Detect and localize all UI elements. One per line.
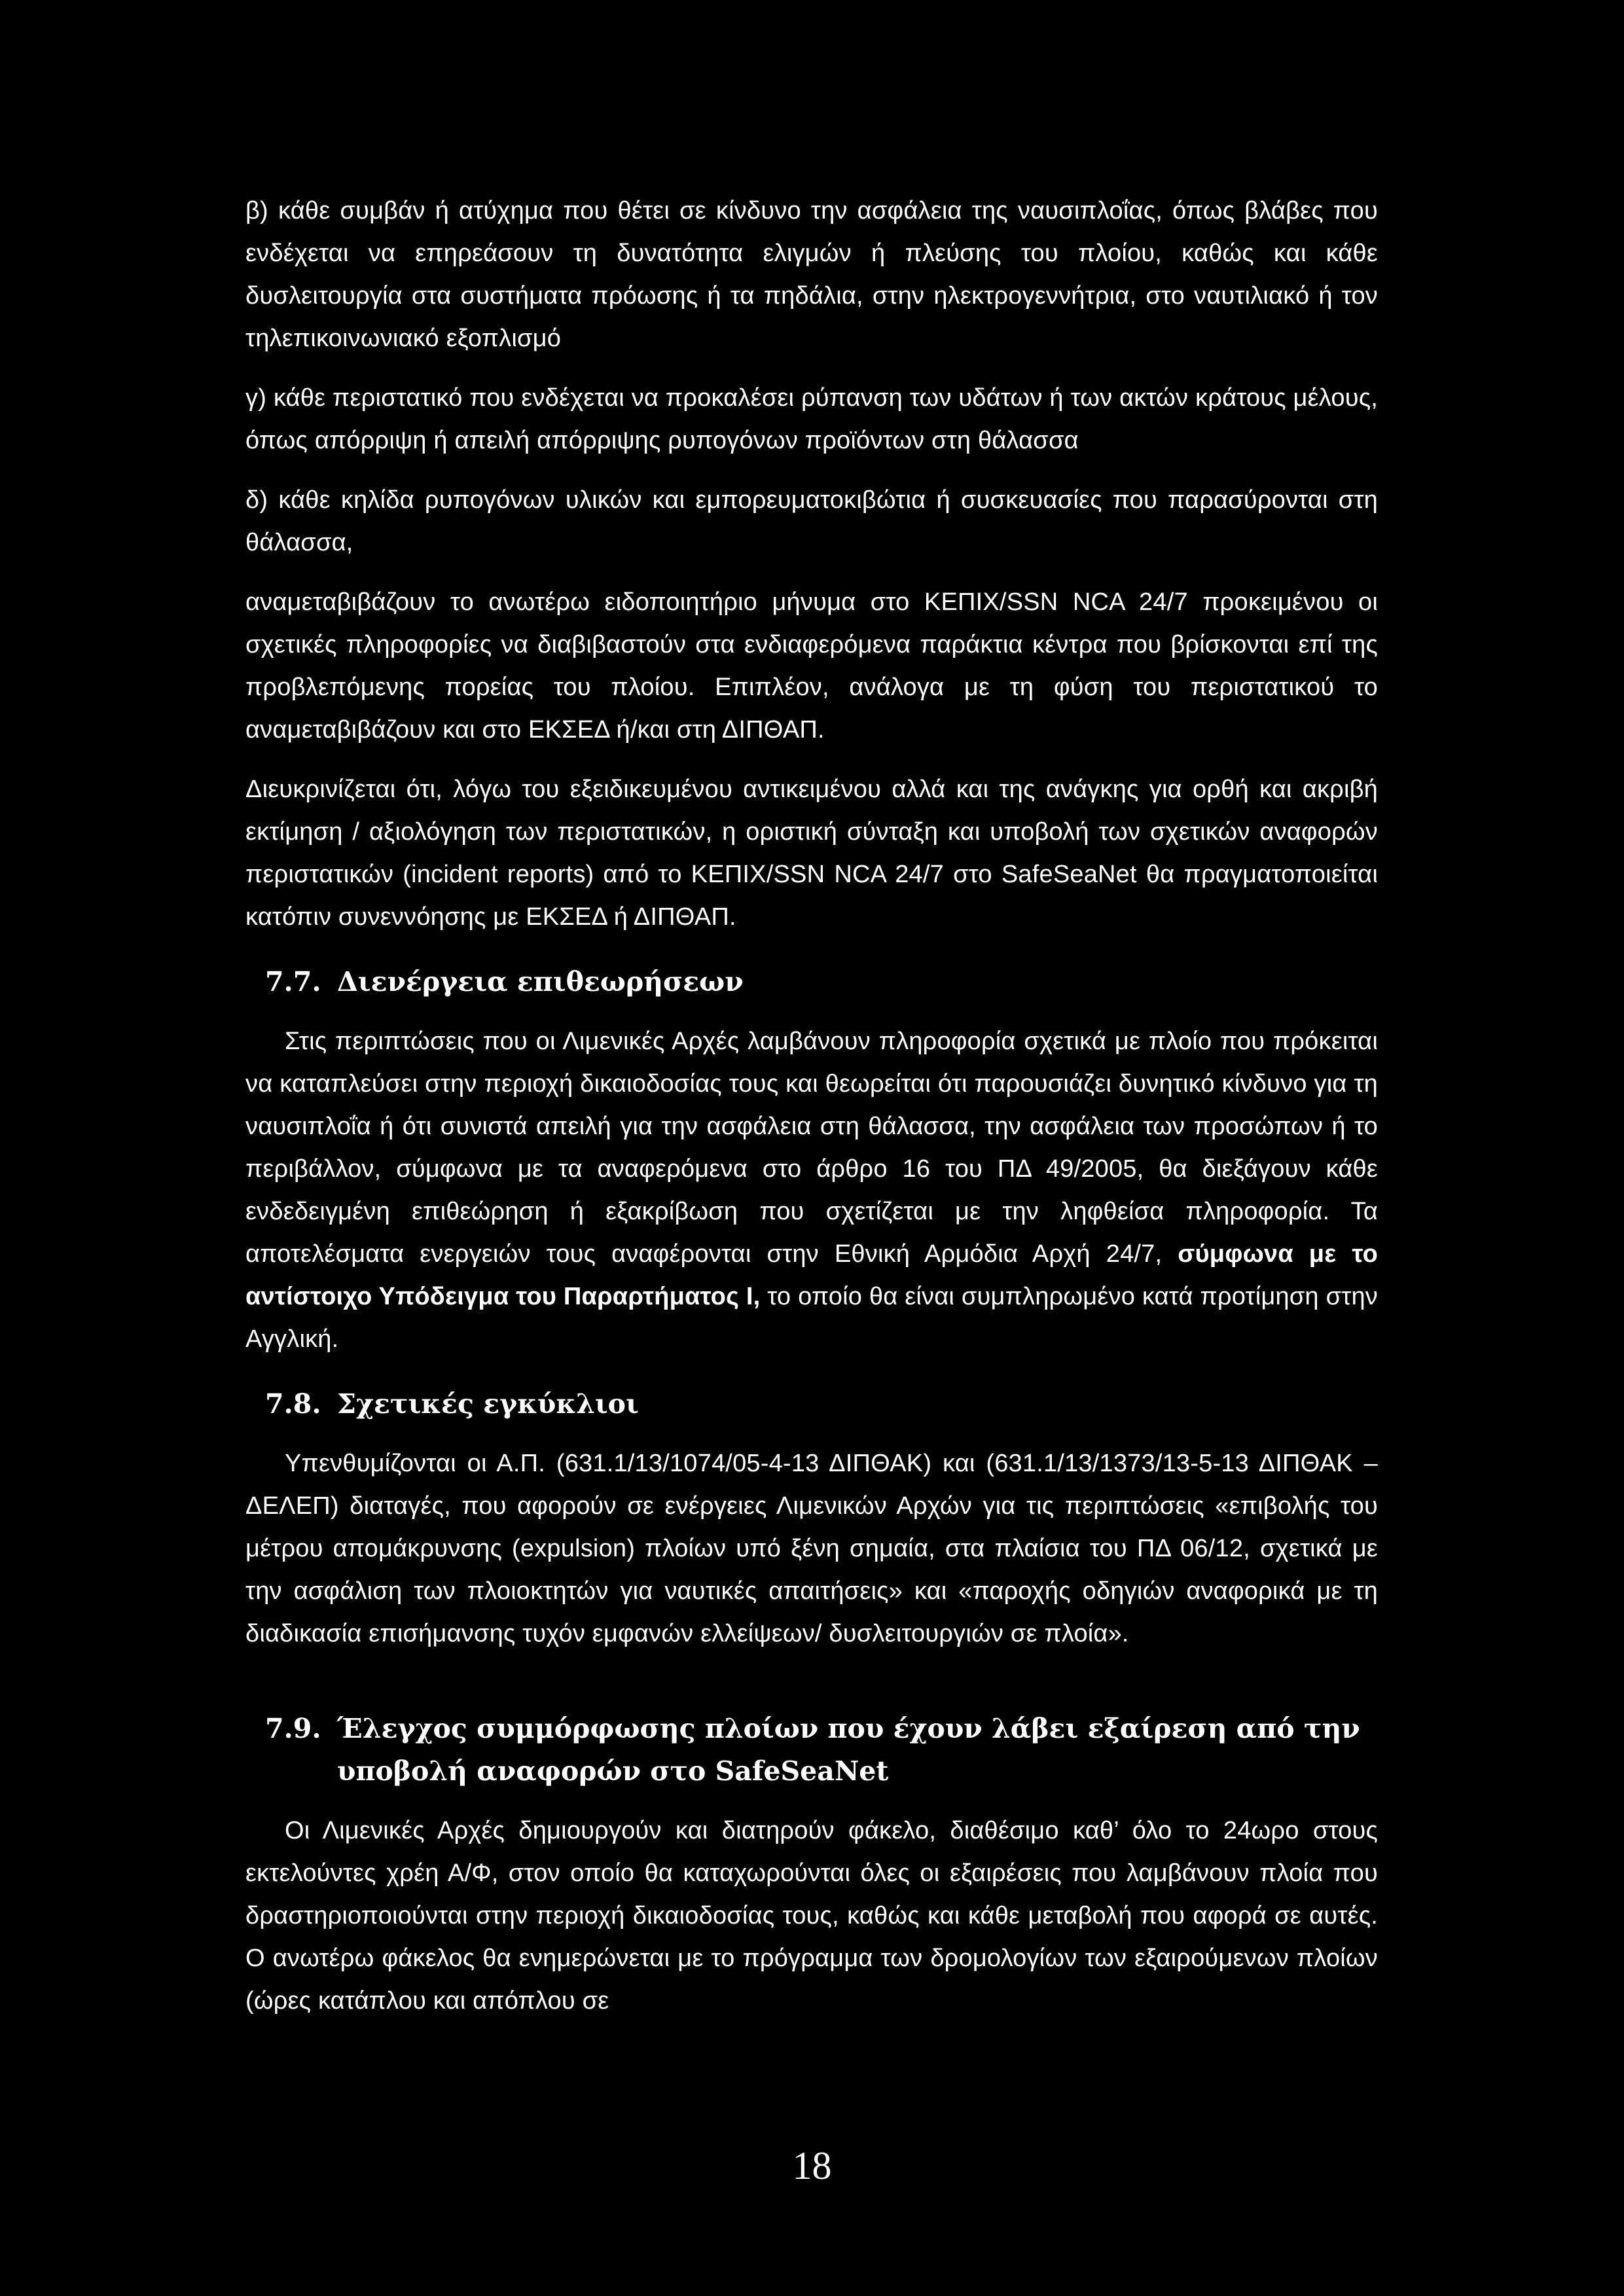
section-7-7-heading	[245, 961, 1378, 1003]
section-7-8-heading	[245, 1383, 1378, 1426]
section-number: 7.8.	[265, 1388, 321, 1420]
paragraph-beta: β) κάθε συμβάν ή ατύχημα που θέτει σε κίνδυνο την ασφάλεια της ναυσιπλοΐας, όπως βλάβες που ενδέχεται να επηρεάσουν τη δυνατότητα ελιγμών ή πλεύσης του πλοίου, καθώς και κάθε δυσλειτουργία στα συστήματα πρόωσης ή τα πηδάλια, στην ηλεκτρογεννήτρια, στο ναυτιλιακό ή τον τηλεπικοινωνιακό εξοπλισμό	[245, 197, 1378, 352]
paragraph-clarification: Διευκρινίζεται ότι, λόγω του εξειδικευμένου αντικειμένου αλλά και της ανάγκης για ορθή και ακριβή εκτίμηση / αξιολόγηση των περιστατικών, η οριστική σύνταξη και υποβολή των σχετικών αναφορών περιστατικών (incident reports) από το ΚΕΠΙΧ/SSN NCA 24/7 στο SafeSeaNet θα πραγματοποιείται κατόπιν συνεννόησης με ΕΚΣΕΔ ή ΔΙΠΘΑΠ.	[245, 776, 1378, 931]
section-7-7-body	[245, 1020, 1378, 1361]
paragraph-relay: αναμεταβιβάζουν το ανωτέρω ειδοποιητήριο μήνυμα στο ΚΕΠΙΧ/SSN NCA 24/7 προκειμένου οι σχετικές πληροφορίες να διαβιβαστούν στα ενδιαφερόμενα παράκτια κέντρα που βρίσκονται επί της προβλεπόμενης πορείας του πλοίου. Επιπλέον, ανάλογα με τη φύση του περιστατικού το αναμεταβιβάζουν και στο ΕΚΣΕΔ ή/και στη ΔΙΠΘΑΠ.	[245, 588, 1378, 744]
section-7-8-body: Υπενθυμίζονται οι Α.Π. (631.1/13/1074/05-4-13 ΔΙΠΘΑΚ) και (631.1/13/1373/13-5-13 ΔΙΠΘΑΚ – ΔΕΛΕΠ) διαταγές, που αφορούν σε ενέργειες Λιμενικών Αρχών για τις περιπτώσεις «επιβολής του μέτρου απομάκρυνσης (expulsion) πλοίων υπό ξένη σημαία, στα πλαίσια του ΠΔ 06/12, σχετικά με την ασφάλιση των πλοιοκτητών για ναυτικές απαιτήσεις» και «παροχής οδηγιών αναφορικά με τη διαδικασία επισήμανσης τυχόν εμφανών ελλείψεων/ δυσλειτουργιών σε πλοία».	[245, 1450, 1378, 1647]
paragraph-delta: δ) κάθε κηλίδα ρυπογόνων υλικών και εμπορευματοκιβώτια ή συσκευασίες που παρασύρονται στη θάλασσα,	[245, 486, 1378, 556]
page-number: 18	[792, 2144, 832, 2187]
section-title: Διενέργεια επιθεωρήσεων	[337, 966, 744, 997]
body-text-bold: σύμφωνα με το αντίστοιχο Υπόδειγμα του Παραρτήματος Ι,	[245, 1240, 1378, 1310]
paragraph-gamma: γ) κάθε περιστατικό που ενδέχεται να προκαλέσει ρύπανση των υδάτων ή των ακτών κράτους μέλους, όπως απόρριψη ή απειλή απόρριψης ρυπογόνων προϊόντων στη θάλασσα	[245, 384, 1378, 454]
section-number: 7.9.	[265, 1713, 321, 1744]
document-page	[245, 190, 1378, 2039]
section-title: Έλεγχος συμμόρφωσης πλοίων που έχουν λάβει εξαίρεση από την υποβολή αναφορών στο SafeSeaNet	[337, 1713, 1360, 1787]
body-text-end: το οποίο θα είναι συμπληρωμένο κατά προτίμηση στην Αγγλική.	[245, 1283, 1378, 1353]
section-title: Σχετικές εγκύκλιοι	[337, 1388, 639, 1420]
section-7-9-body: Οι Λιμενικές Αρχές δημιουργούν και διατηρούν φάκελο, διαθέσιμο καθ’ όλο το 24ωρο στους εκτελούντες χρέη Α/Φ, στον οποίο θα καταχωρούνται όλες οι εξαιρέσεις που λαμβάνουν πλοία που δραστηριοποιούνται στην περιοχή δικαιοδοσίας τους, καθώς και κάθε μεταβολή που αφορά σε αυτές. Ο ανωτέρω φάκελος θα ενημερώνεται με το πρόγραμμα των δρομολογίων των εξαιρούμενων πλοίων (ώρες κατάπλου και απόπλου σε	[245, 1817, 1378, 2015]
section-7-9-heading	[245, 1708, 1378, 1793]
body-text: Στις περιπτώσεις που οι Λιμενικές Αρχές λαμβάνουν πληροφορία σχετικά με πλοίο που πρόκειται να καταπλεύσει στην περιοχή δικαιοδοσίας τους και θεωρείται ότι παρουσιάζει δυνητικό κίνδυνο για τη ναυσιπλοΐα ή ότι συνιστά απειλή για την ασφάλεια στη θάλασσα, την ασφάλεια των προσώπων ή το περιβάλλον, σύμφωνα με τα αναφερόμενα στο άρθρο 16 του ΠΔ 49/2005, θα διεξάγουν κάθε ενδεδειγμένη επιθεώρηση ή εξακρίβωση που σχετίζεται με την ληφθείσα πληροφορία. Τα αποτελέσματα ενεργειών τους αναφέρονται στην Εθνική Αρμόδια Αρχή 24/7,	[245, 1028, 1378, 1268]
section-number: 7.7.	[265, 966, 321, 997]
